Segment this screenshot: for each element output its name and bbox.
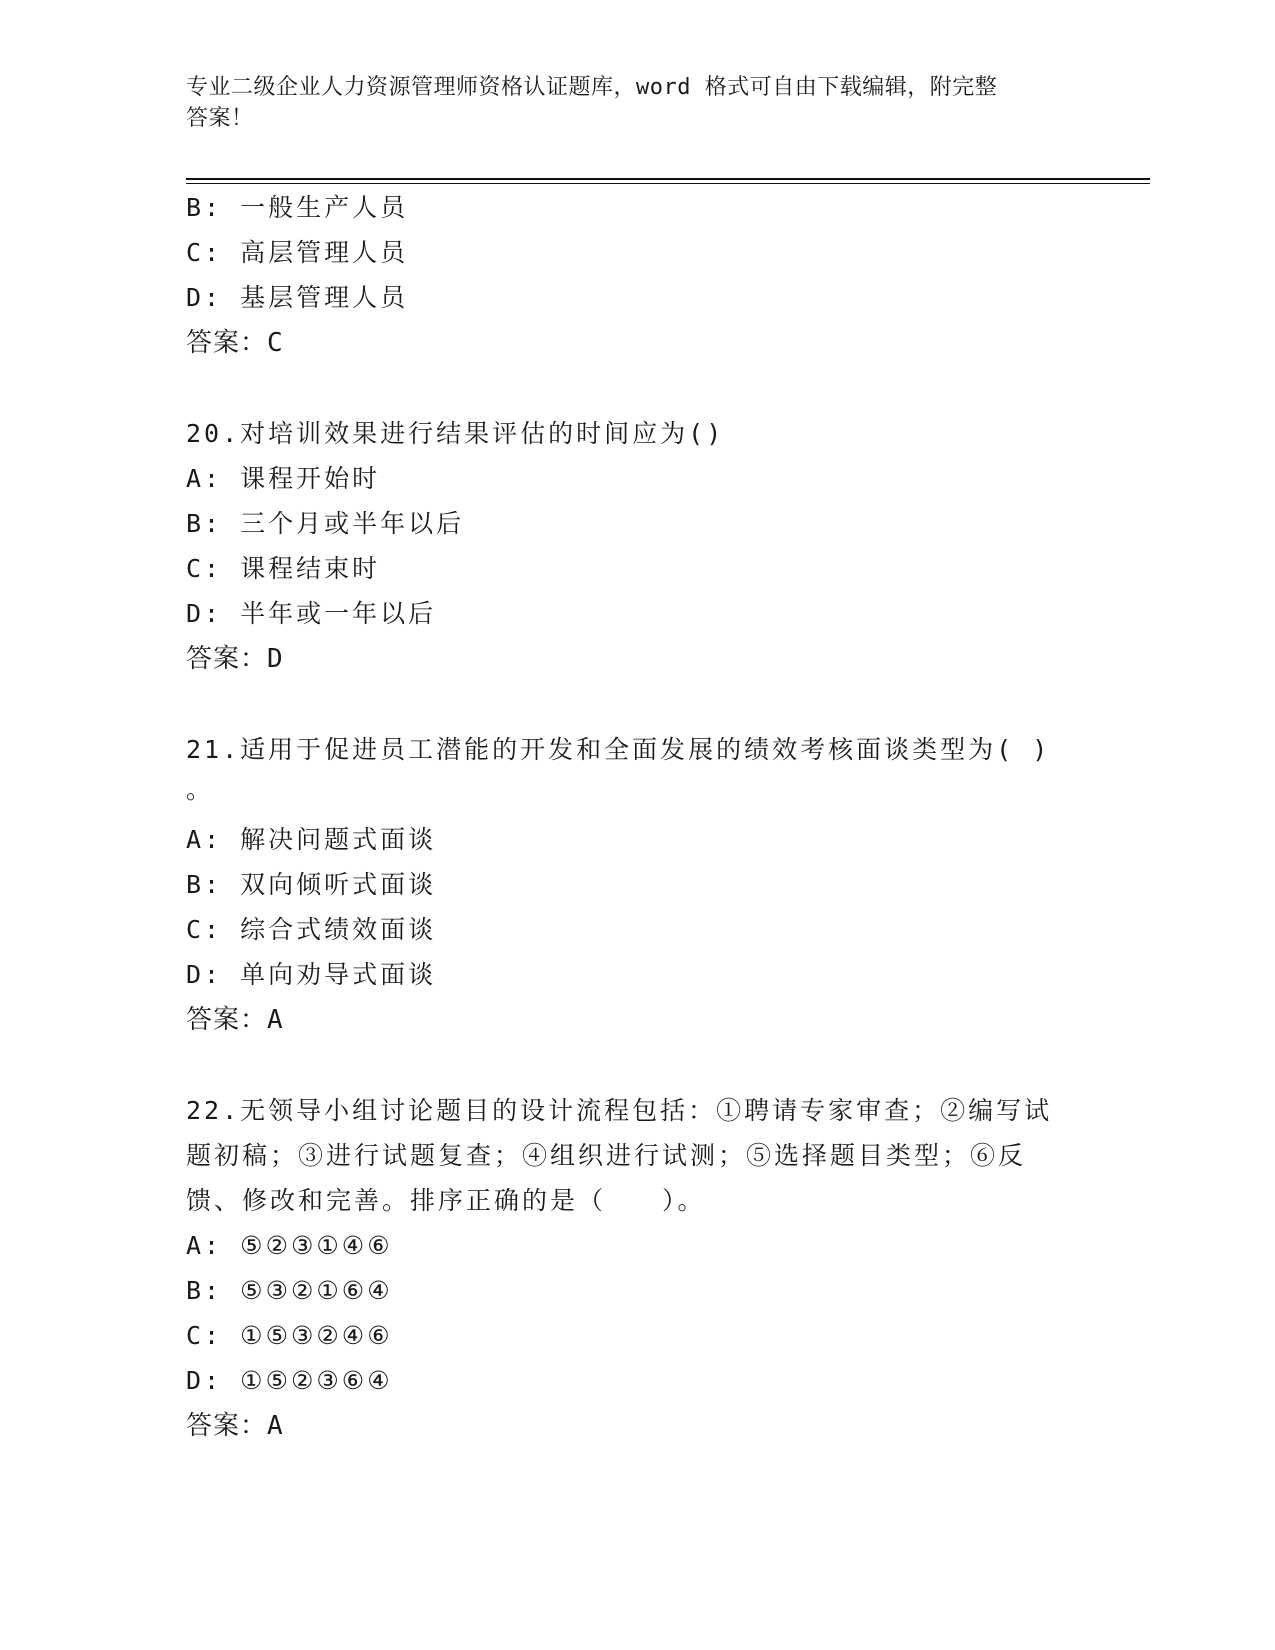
q19-option-d: D: 基层管理人员 [186, 283, 409, 312]
q20-option-c: C: 课程结束时 [186, 554, 381, 583]
q21-question-cont: 。 [186, 775, 215, 804]
q22-answer: 答案：A [186, 1411, 284, 1441]
header-rule-thick [186, 178, 1150, 180]
q22-option-b: B: ⑤③②①⑥④ [186, 1276, 393, 1305]
q20-option-b: B: 三个月或半年以后 [186, 509, 465, 538]
q21-answer: 答案：A [186, 1005, 284, 1035]
q21-question: 21.适用于促进员工潜能的开发和全面发展的绩效考核面谈类型为( ) [186, 735, 1051, 764]
q22-option-d: D: ①⑤②③⑥④ [186, 1366, 393, 1395]
q20-option-a: A: 课程开始时 [186, 464, 381, 493]
q19-option-b: B: 一般生产人员 [186, 193, 409, 222]
q21-option-d: D: 单向劝导式面谈 [186, 960, 437, 989]
q22-option-a: A: ⑤②③①④⑥ [186, 1231, 393, 1260]
q22-question-line-3: 馈、修改和完善。排序正确的是（ ）。 [186, 1186, 706, 1215]
q21-option-a: A: 解决问题式面谈 [186, 825, 437, 854]
q22-question-line-1: 22.无领导小组讨论题目的设计流程包括：①聘请专家审查；②编写试 [186, 1096, 1053, 1125]
q19-option-c: C: 高层管理人员 [186, 238, 409, 267]
header-rule-thin [186, 183, 1150, 184]
q21-option-c: C: 综合式绩效面谈 [186, 915, 437, 944]
q21-option-b: B: 双向倾听式面谈 [186, 870, 437, 899]
q22-question-line-2: 题初稿；③进行试题复查；④组织进行试测；⑤选择题目类型；⑥反 [186, 1141, 1027, 1170]
q20-option-d: D: 半年或一年以后 [186, 599, 437, 628]
q20-answer: 答案：D [186, 644, 284, 674]
q20-question: 20.对培训效果进行结果评估的时间应为() [186, 419, 725, 448]
header-line-2: 答案！ [186, 106, 254, 131]
page-header [186, 72, 1086, 134]
q19-answer: 答案：C [186, 328, 284, 358]
q22-option-c: C: ①⑤③②④⑥ [186, 1321, 393, 1350]
header-line-1: 专业二级企业人力资源管理师资格认证题库，word 格式可自由下载编辑，附完整 [186, 75, 998, 100]
